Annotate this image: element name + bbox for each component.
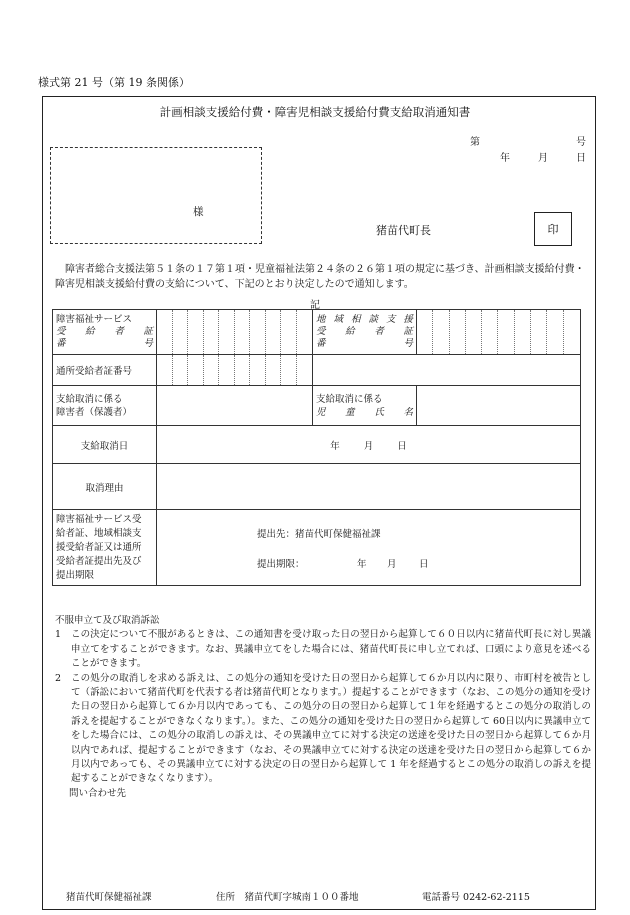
doc-no-prefix: 第 (470, 137, 480, 148)
addressee-box (50, 147, 262, 244)
issuer-name: 猪苗代町長 (376, 224, 431, 237)
person-value (157, 386, 313, 426)
issue-year: 年 (500, 153, 510, 164)
welfare-cert-number-cells (157, 310, 313, 355)
list-item: 2 この処分の取消しを求める訴えは、この処分の通知を受けた日の翌日から起算して６か月以内に限り、市町村を被告として（訴訟において猪苗代町を代表する者は猪苗代町となります。）提起することができます（なお、この処分の通知を受けた日の翌日から起算して６か月以内であっても、この処分の日の翌日から起算して１年を経過するとこの処分の取消しの訴えを提起することができなくなります。）。また、この処分の通知を受けた日の翌日から起算して 60日以内に異議申立てをした場合には、この処分の取消しの訴えは、その異議申立てに対する決定の送達を受けた日の翌日から起算して６か月以内であれば、提起することができます（なお、その異議申立てに対する決定の送達を受けた日の翌日から起算して６か月以内であっても、その異議申立てに対する決定の日の翌日から起算して 1 年を経過するとこの処分の取消しの訴えを提起することができなくなります）。 (55, 672, 591, 785)
commute-cert-label: 通所受給者証番号 (53, 355, 157, 386)
child-label: 支給取消に係る 児 童 氏 名 (313, 386, 417, 426)
table-row (53, 386, 581, 426)
issue-month: 月 (538, 153, 548, 164)
table-row (53, 310, 581, 355)
reason-value (157, 464, 581, 510)
contact-address: 住所 猪苗代町字城南１００番地 (216, 892, 359, 903)
regional-cert-label: 地 域 相 談 支 援 受 給 者 証 番 号 (313, 310, 417, 355)
notice-body: 障害者総合支援法第５１条の１７第１項・児童福祉法第２４条の２６第１項の規定に基づき、計画相談支援給付費・障害児相談支援給付費の支給について、下記のとおり決定したので通知します。 (55, 264, 585, 290)
doc-no-suffix: 号 (576, 137, 586, 148)
document-title: 計画相談支援給付費・障害児相談支援給付費支給取消通知書 (159, 105, 471, 119)
form-number: 様式第 21 号（第 19 条関係） (38, 76, 190, 89)
contact-phone: 電話番号 0242-62-2115 (422, 892, 530, 903)
submit-deadline: 提出期限： 年 月 日 (257, 558, 429, 570)
welfare-cert-label: 障害福祉サービス 受 給 者 証 番 号 (53, 310, 157, 355)
details-table (52, 309, 581, 586)
issue-day: 日 (576, 153, 586, 164)
cancel-date-label: 支給取消日 (53, 426, 157, 464)
table-row (53, 464, 581, 510)
contact-dept: 猪苗代町保健福祉課 (66, 892, 152, 903)
table-row (53, 426, 581, 464)
contact-line (66, 889, 586, 903)
seal-box: 印 (534, 212, 572, 246)
child-value (417, 386, 581, 426)
appeal-heading: 不服申立て及び取消訴訟 (55, 615, 160, 626)
inquiry-label: 問い合わせ先 (69, 787, 127, 799)
person-label: 支給取消に係る 障害者（保護者） (53, 386, 157, 426)
document-number-line (470, 133, 586, 148)
issue-date-line (500, 149, 586, 164)
list-item: 1 この決定について不服があるときは、この通知書を受け取った日の翌日から起算して６０日以内に猪苗代町長に対し異議申立てをすることができます。なお、異議申立てをした場合には、猪苗代町長に申し立てれば、口頭により意見を述べることができます。 (55, 629, 591, 670)
commute-cert-number-cells (157, 355, 313, 386)
submit-label: 障害福祉サービス受 給者証、地域相談支 援受給者証又は通所 受給者証提出先及び 提出期限 (53, 510, 157, 586)
empty-cell (313, 355, 581, 386)
table-row (53, 510, 581, 586)
cancel-date-value: 年 月 日 (157, 426, 581, 464)
reason-label: 取消理由 (53, 464, 157, 510)
appeal-section (55, 614, 591, 801)
submit-to: 提出先：猪苗代町保健福祉課 (257, 528, 381, 540)
addressee-suffix: 様 (193, 206, 204, 218)
regional-cert-number-cells (417, 310, 581, 355)
submit-value (157, 510, 581, 586)
ki-heading: 記 (310, 300, 320, 311)
table-row (53, 355, 581, 386)
